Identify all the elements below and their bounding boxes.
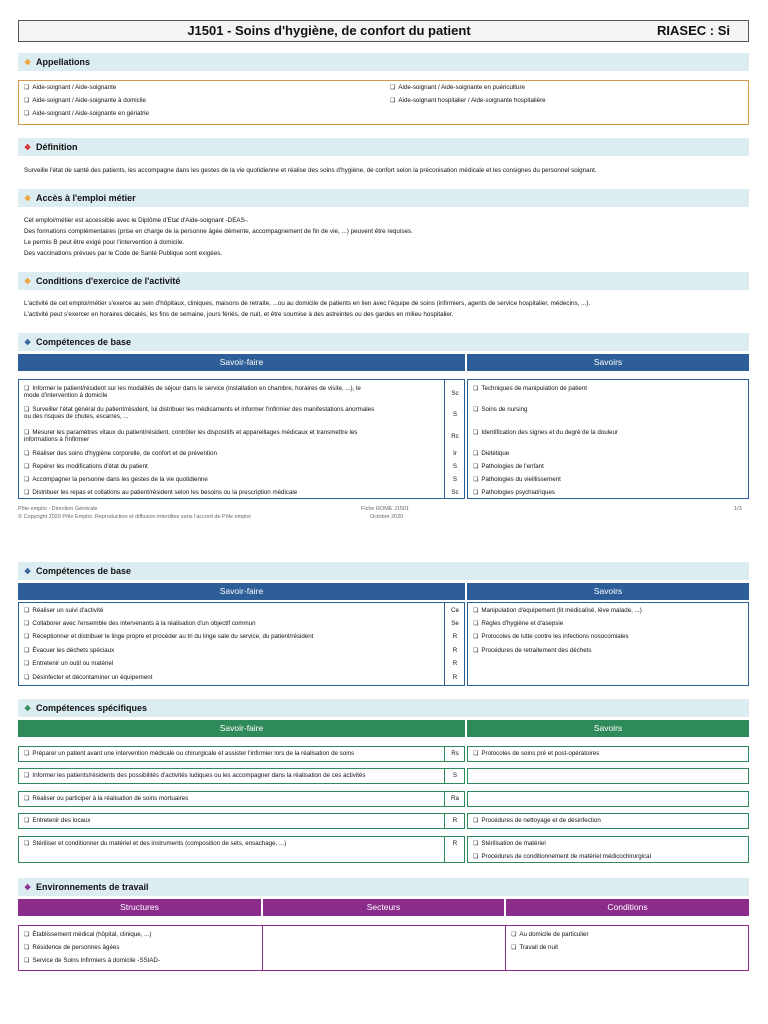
- riasec-code: S: [452, 476, 458, 483]
- page-title: J1501 - Soins d'hygiène, de confort du patient: [187, 23, 471, 38]
- riasec-code: Ir: [453, 450, 457, 457]
- diamond-icon: ❖: [24, 277, 32, 286]
- riasec-code: S: [452, 411, 458, 418]
- list-item: ❏ Surveiller l'état général du patient/résident, lui distribuer les médicaments et informer l'infirmier des manifestations anormales: [24, 406, 374, 414]
- list-item: ❏ Aide-soignant hospitalier / Aide-soignante hospitalière: [390, 97, 546, 105]
- riasec-code: Ra: [451, 795, 459, 802]
- riasec-code: Rs: [451, 750, 459, 757]
- list-item: ❏ Entretenir des locaux: [24, 817, 91, 825]
- list-item: ❏ Techniques de manipulation de patient: [473, 385, 587, 393]
- list-item: ❏ Réaliser des soins d'hygiène corporelle, de confort et de prévention: [24, 450, 217, 458]
- list-item: ❏ Réaliser un suivi d'activité: [24, 607, 103, 615]
- riasec-code: R: [452, 674, 458, 681]
- list-item: ❏ Résidence de personnes âgées: [24, 944, 119, 952]
- list-item: ❏ Identification des signes et du degré de la douleur: [473, 429, 618, 437]
- footer-fiche: Fiche ROME J1501: [361, 506, 409, 512]
- section-acces: [18, 189, 749, 207]
- riasec-code: R: [452, 647, 458, 654]
- conditions-header: Conditions: [506, 899, 749, 916]
- list-item: ❏ Diététique: [473, 450, 509, 458]
- list-item: ❏ Travail de nuit: [511, 944, 558, 952]
- footer-date: Octobre 2020: [370, 514, 404, 520]
- acces-line: Le permis B peut être exigé pour l'intervention à domicile.: [24, 239, 185, 246]
- list-item: ❏ Aide-soignant / Aide-soignante en puériculture: [390, 84, 525, 92]
- list-item: ❏ Réceptionner et distribuer le linge propre et procéder au tri du linge sale du service, du patient/résident: [24, 633, 313, 641]
- list-item: ❏ Réaliser ou participer à la réalisation de soins mortuaires: [24, 795, 188, 803]
- riasec-code: R: [452, 817, 458, 824]
- footer-copyright: © Copyright 2020 Pôle Emploi. Reproduction et diffusion interdites sans l'accord de Pôle emploi: [18, 514, 251, 520]
- conditions-line: L'activité peut s'exercer en horaires décalés, les fins de semaine, jours fériés, de nuit, et être soumise à des astreintes ou des gardes en milieu hospitalier.: [24, 311, 454, 318]
- savoir-faire-header: Savoir-faire: [18, 354, 465, 371]
- list-item: ❏ Évacuer les déchets spéciaux: [24, 647, 114, 655]
- list-item-cont: informations à l'infirmier: [24, 436, 90, 443]
- section-title: Accès à l'emploi métier: [36, 193, 136, 203]
- list-item: ❏ Distribuer les repas et collations au patient/résident selon les besoins ou la prescription médicale: [24, 489, 297, 497]
- acces-line: Des formations complémentaires (prise en charge de la personne âgée démente, accompagnement de fin de vie, ...) peuvent être requises.: [24, 228, 413, 235]
- list-item: ❏ Collaborer avec l'ensemble des intervenants à la réalisation d'un objectif commun: [24, 620, 256, 628]
- section-conditions: [18, 272, 749, 290]
- list-item: ❏ Pathologies de l'enfant: [473, 463, 544, 471]
- riasec-code: Ce: [451, 607, 459, 614]
- list-item: ❏ Protocoles de soins pré et post-opératoires: [473, 750, 599, 758]
- section-competences-base: [18, 333, 749, 351]
- section-competences-base-2: [18, 562, 749, 580]
- list-item: ❏ Procédures de conditionnement de matériel médicochirurgical: [473, 853, 651, 861]
- diamond-icon: ❖: [24, 883, 32, 892]
- footer-page: 1/3: [734, 506, 742, 512]
- list-item: ❏ Soins de nursing: [473, 406, 527, 414]
- section-environnements: [18, 878, 749, 896]
- savoir-faire-header: Savoir-faire: [18, 720, 465, 737]
- section-definition: [18, 138, 749, 156]
- riasec-code: S: [452, 772, 458, 779]
- riasec-code: Sc: [451, 489, 459, 496]
- riasec-code: R: [452, 633, 458, 640]
- list-item: ❏ Au domicile de particulier: [511, 931, 589, 939]
- riasec-code: R: [452, 840, 458, 847]
- structures-header: Structures: [18, 899, 261, 916]
- list-item: ❏ Informer les patients/résidents des possibilités d'activités ludiques ou les accompagner dans la réalisation de ces activités: [24, 772, 365, 780]
- row-box: [467, 791, 749, 807]
- list-item: ❏ Règles d'hygiène et d'asepsie: [473, 620, 563, 628]
- section-title: Compétences de base: [36, 337, 132, 347]
- riasec-code: Se: [451, 620, 459, 627]
- riasec-code: R: [452, 660, 458, 667]
- list-item: ❏ Repérer les modifications d'état du patient: [24, 463, 148, 471]
- savoirs-header: Savoirs: [467, 583, 749, 600]
- conditions-line: L'activité de cet emploi/métier s'exerce au sein d'hôpitaux, cliniques, maisons de retraite, ...ou au domicile de patients en lien avec l'équipe de soins (infirmiers, agents de service hospitalier, médecins, ...).: [24, 300, 591, 307]
- section-title: Appellations: [36, 57, 91, 67]
- list-item: ❏ Accompagner la personne dans les gestes de la vie quotidienne: [24, 476, 208, 484]
- riasec-code: RIASEC : Si: [657, 23, 730, 38]
- list-item-cont: mode d'intervention à domicile: [24, 392, 108, 399]
- list-item: ❏ Désinfecter et décontaminer un équipement: [24, 674, 152, 682]
- acces-line: Cet emploi/métier est accessible avec le Diplôme d'Etat d'Aide-soignant -DEAS-.: [24, 217, 249, 224]
- list-item: ❏ Stériliser et conditionner du matériel et des instruments (composition de sets, ensachage, ...): [24, 840, 286, 848]
- list-item: ❏ Protocoles de lutte contre les infections nosocomiales: [473, 633, 629, 641]
- diamond-icon: ❖: [24, 194, 32, 203]
- list-item: ❏ Aide-soignant / Aide-soignante: [24, 84, 116, 92]
- list-item: ❏ Aide-soignant / Aide-soignante en gériatrie: [24, 110, 149, 118]
- list-item: ❏ Procédures de nettoyage et de désinfection: [473, 817, 601, 825]
- diamond-icon: ❖: [24, 704, 32, 713]
- riasec-code: Rc: [451, 433, 459, 440]
- col-divider: [262, 925, 263, 971]
- diamond-icon: ❖: [24, 338, 32, 347]
- list-item: ❏ Préparer un patient avant une intervention médicale ou chirurgicale et assister l'infirmier lors de la réalisation de soins: [24, 750, 354, 758]
- definition-text: Surveille l'état de santé des patients, les accompagne dans les gestes de la vie quotidienne et réalise des soins d'hygiène, de confort selon la préconisation médicale et les consignes du personnel soignant.: [24, 167, 597, 174]
- section-title: Environnements de travail: [36, 882, 149, 892]
- savoir-faire-header: Savoir-faire: [18, 583, 465, 600]
- list-item: ❏ Mesurer les paramètres vitaux du patient/résident, contrôler les dispositifs et appareillages médicaux et transmettre les: [24, 429, 357, 437]
- diamond-icon: ❖: [24, 58, 32, 67]
- savoirs-header: Savoirs: [467, 354, 749, 371]
- list-item: ❏ Manipulation d'équipement (lit médicalisé, lève malade, ...): [473, 607, 642, 615]
- title-bar: [18, 20, 749, 42]
- footer-org: Pôle emploi - Direction Générale: [18, 506, 98, 512]
- section-title: Compétences de base: [36, 566, 132, 576]
- list-item: ❏ Aide-soignant / Aide-soignante à domicile: [24, 97, 146, 105]
- section-title: Compétences spécifiques: [36, 703, 148, 713]
- list-item: ❏ Stérilisation de matériel: [473, 840, 546, 848]
- list-item: ❏ Pathologies du vieillissement: [473, 476, 561, 484]
- section-competences-specifiques: [18, 699, 749, 717]
- section-appellations: [18, 53, 749, 71]
- list-item: ❏ Pathologies psychiatriques: [473, 489, 555, 497]
- list-item: ❏ Entretenir un outil ou matériel: [24, 660, 113, 668]
- riasec-code: Sc: [451, 390, 459, 397]
- diamond-icon: ❖: [24, 143, 32, 152]
- savoirs-header: Savoirs: [467, 720, 749, 737]
- col-divider: [505, 925, 506, 971]
- row-box: [467, 768, 749, 784]
- riasec-code: S: [452, 463, 458, 470]
- acces-line: Des vaccinations prévues par le Code de Santé Publique sont exigées.: [24, 250, 223, 257]
- section-title: Définition: [36, 142, 78, 152]
- diamond-icon: ❖: [24, 567, 32, 576]
- secteurs-header: Secteurs: [263, 899, 504, 916]
- list-item-cont: ou des risques de chutes, escarres, ...: [24, 413, 129, 420]
- list-item: ❏ Établissement médical (hôpital, clinique, ...): [24, 931, 151, 939]
- section-title: Conditions d'exercice de l'activité: [36, 276, 181, 286]
- list-item: ❏ Procédures de retraitement des déchets: [473, 647, 591, 655]
- list-item: ❏ Informer le patient/résident sur les modalités de séjour dans le service (installation en chambre, horaires de visite, ...), le: [24, 385, 361, 393]
- list-item: ❏ Service de Soins Infirmiers à domicile -SSIAD-: [24, 957, 160, 965]
